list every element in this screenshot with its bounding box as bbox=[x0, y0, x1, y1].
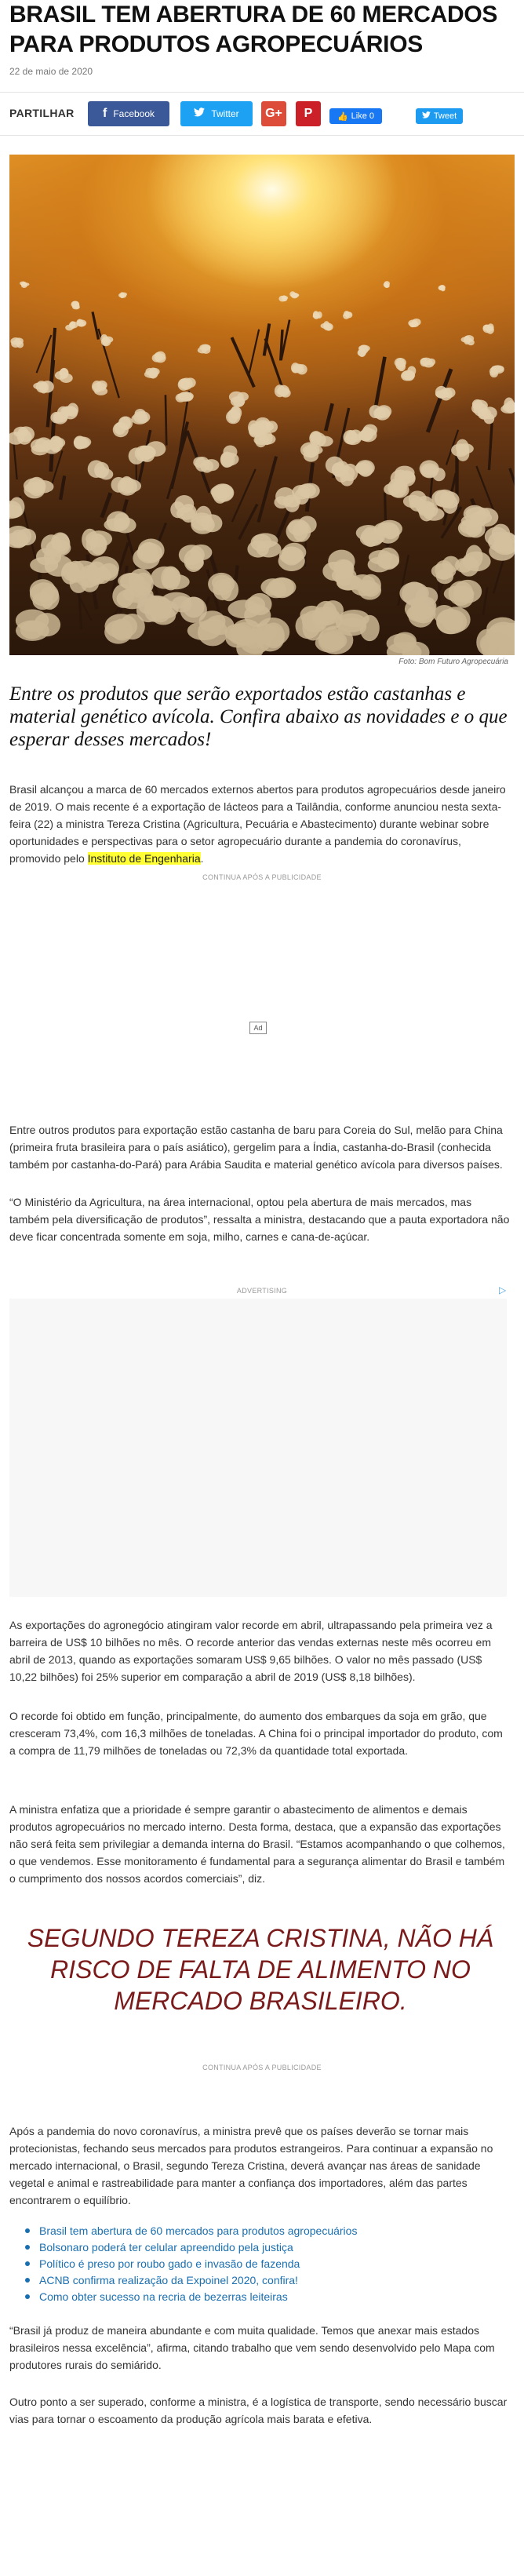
cotton-boll-lobe bbox=[316, 435, 333, 446]
cotton-stem bbox=[232, 337, 254, 387]
cotton-boll-lobe bbox=[451, 443, 469, 457]
cotton-boll-lobe bbox=[274, 496, 289, 508]
cotton-boll-lobe bbox=[21, 282, 27, 286]
ad-badge[interactable]: Ad bbox=[249, 1022, 267, 1034]
cotton-boll bbox=[408, 319, 420, 327]
cotton-boll bbox=[16, 610, 60, 641]
cotton-boll bbox=[311, 600, 344, 630]
cotton-boll bbox=[322, 550, 355, 581]
cotton-boll-lobe bbox=[328, 550, 355, 574]
cotton-boll-lobe bbox=[163, 567, 180, 588]
cotton-boll bbox=[350, 574, 381, 600]
cotton-boll bbox=[433, 605, 470, 634]
cotton-boll bbox=[229, 392, 249, 407]
cotton-boll bbox=[118, 292, 127, 298]
cotton-boll-lobe bbox=[10, 530, 27, 548]
photo-caption: Foto: Bom Futuro Agropecuária bbox=[398, 658, 508, 666]
cotton-boll-lobe bbox=[396, 358, 405, 366]
cotton-boll-lobe bbox=[31, 444, 49, 455]
paragraph-3: “O Ministério da Agricultura, na área internacional, optou pela abertura de mais mercados, mas também pela diversificação de produtos”, ressalta a ministra, destacando que a pauta exportadora não deve ficar concentrada somente em soja, milho, carnes e cana-de-açúcar. bbox=[9, 1196, 510, 1243]
cotton-boll-lobe bbox=[179, 545, 205, 565]
cotton-boll-lobe bbox=[384, 283, 388, 288]
cotton-boll bbox=[65, 321, 78, 330]
cotton-boll bbox=[74, 435, 91, 449]
cotton-boll bbox=[395, 358, 406, 371]
cotton-boll-lobe bbox=[292, 366, 304, 373]
cotton-boll bbox=[458, 515, 487, 538]
cotton-boll bbox=[289, 291, 299, 298]
cotton-boll bbox=[9, 497, 24, 519]
cotton-boll-lobe bbox=[145, 368, 153, 376]
cotton-stem bbox=[510, 468, 515, 519]
cotton-boll-lobe bbox=[175, 495, 195, 513]
cotton-boll bbox=[278, 543, 307, 571]
tweet-label: Tweet bbox=[433, 111, 457, 121]
cotton-boll bbox=[151, 566, 189, 590]
cotton-boll-lobe bbox=[442, 495, 458, 514]
like-count-label: Like 0 bbox=[351, 111, 375, 121]
cotton-boll-lobe bbox=[111, 618, 133, 640]
related-link[interactable]: Como obter sucesso na recria de bezerras leiteiras bbox=[24, 2289, 510, 2305]
paragraph-4: As exportações do agronegócio atingiram valor recorde em abril, ultrapassando pela primeira vez a barreira de US$ 10 bilhões no mês. O recorde anterior das vendas externas neste mês ocorreu em abril de 2013, quando as exportações somaram US$ 9,65 bilhões. O valor no mês passado (US$ 10,22 bilhões) foi 25% superior em comparação a abril de 2019 (US$ 8,18 bilhões). bbox=[9, 1619, 493, 1683]
share-bar bbox=[0, 92, 524, 136]
cotton-boll bbox=[384, 281, 390, 288]
cotton-boll-lobe bbox=[215, 484, 234, 501]
cotton-bolls-illustration bbox=[9, 155, 515, 655]
ad-continue-label-1: CONTINUA APÓS A PUBLICIDADE bbox=[202, 873, 322, 881]
cotton-boll bbox=[444, 580, 482, 608]
facebook-like-button[interactable] bbox=[329, 108, 382, 124]
cotton-boll bbox=[455, 545, 491, 576]
cotton-boll-lobe bbox=[313, 311, 318, 318]
cotton-boll-lobe bbox=[249, 424, 260, 438]
googleplus-share-button[interactable] bbox=[261, 101, 286, 126]
cotton-boll bbox=[33, 381, 54, 393]
article-title: BRASIL TEM ABERTURA DE 60 MERCADOS PARA PRODUTOS AGROPECUÁRIOS bbox=[9, 2, 498, 57]
cotton-boll bbox=[176, 392, 194, 403]
cotton-boll bbox=[403, 490, 434, 514]
article-date: 22 de maio de 2020 bbox=[9, 66, 93, 77]
cotton-boll-lobe bbox=[504, 398, 514, 410]
cotton-stem bbox=[258, 457, 276, 523]
cotton-boll-lobe bbox=[187, 621, 221, 640]
cotton-boll-lobe bbox=[212, 575, 232, 591]
cotton-boll-lobe bbox=[392, 479, 406, 494]
cotton-boll bbox=[198, 344, 211, 354]
cotton-boll-lobe bbox=[69, 322, 75, 328]
cotton-boll bbox=[343, 430, 362, 446]
cotton-stem bbox=[239, 505, 257, 540]
cotton-boll-lobe bbox=[140, 542, 158, 559]
cotton-boll bbox=[343, 311, 352, 319]
cotton-boll-lobe bbox=[358, 344, 368, 354]
cotton-boll bbox=[461, 335, 475, 345]
cotton-boll-lobe bbox=[228, 625, 251, 644]
cotton-boll-lobe bbox=[288, 519, 308, 535]
cotton-boll-lobe bbox=[176, 393, 186, 402]
paragraph-1-text: Brasil alcançou a marca de 60 mercados externos abertos para produtos agropecuários desde janeiro de 2019. O mais recente é a exportação de lácteos para a Tailândia, conforme anunciou nesta sexta-feira (22) a ministra Tereza Cristina (Agricultura, Pecuária e Abastecimento) durante webinar sobre oportunidades e perspectivas para o setor agropecuário durante a pandemia do coronavírus, promovido pelo bbox=[9, 783, 506, 865]
facebook-icon: f bbox=[102, 107, 107, 120]
cotton-boll-lobe bbox=[435, 560, 453, 580]
cotton-boll-lobe bbox=[118, 477, 137, 495]
cotton-boll bbox=[179, 545, 213, 572]
paragraph-1 bbox=[9, 781, 511, 867]
cotton-boll-lobe bbox=[247, 541, 268, 558]
cotton-stem bbox=[249, 330, 259, 376]
cotton-boll-lobe bbox=[191, 512, 213, 530]
cotton-boll bbox=[420, 358, 436, 368]
ad-continue-label-2: CONTINUA APÓS A PUBLICIDADE bbox=[202, 2064, 322, 2071]
article-lead: Entre os produtos que serão exportados estão castanhas e material genético avícola. Confira abaixo as novidades e o que esperar desses mercados! bbox=[9, 683, 508, 750]
twitter-share-label: Twitter bbox=[211, 108, 239, 119]
cotton-boll bbox=[278, 295, 288, 301]
cotton-boll-lobe bbox=[487, 323, 493, 331]
cotton-boll bbox=[226, 406, 242, 424]
cotton-boll bbox=[292, 483, 320, 505]
cotton-boll bbox=[100, 334, 113, 346]
cotton-boll bbox=[10, 337, 24, 348]
cotton-boll-lobe bbox=[409, 497, 425, 512]
cotton-boll-lobe bbox=[40, 586, 60, 610]
cotton-boll bbox=[104, 511, 136, 533]
cotton-boll bbox=[20, 281, 29, 288]
paragraph-5: O recorde foi obtido em função, principalmente, do aumento dos embarques da soja em grão, que cresceram 73,4%, com 16,3 milhões de toneladas. A China foi o principal importador do produto, com a compra de 11,79 milhões de toneladas ou 72,3% da quantidade total exportada. bbox=[9, 1710, 503, 1757]
cotton-boll-lobe bbox=[335, 461, 349, 476]
cotton-boll-lobe bbox=[72, 305, 80, 310]
advertisement-box[interactable] bbox=[9, 1299, 507, 1597]
cotton-boll-lobe bbox=[90, 534, 107, 555]
cotton-boll bbox=[55, 368, 73, 383]
share-label: PARTILHAR bbox=[9, 107, 75, 119]
facebook-share-button[interactable] bbox=[88, 101, 169, 126]
cotton-boll-lobe bbox=[439, 285, 446, 290]
cotton-boll-lobe bbox=[484, 414, 495, 424]
cotton-boll bbox=[313, 311, 322, 319]
cotton-boll bbox=[92, 381, 107, 395]
cotton-boll bbox=[482, 323, 493, 333]
cotton-boll-lobe bbox=[129, 447, 145, 464]
cotton-stem bbox=[476, 466, 493, 510]
cotton-boll-lobe bbox=[278, 385, 289, 396]
cotton-boll-lobe bbox=[432, 468, 445, 481]
cotton-boll bbox=[326, 457, 349, 477]
cotton-boll-lobe bbox=[33, 480, 54, 493]
cotton-boll bbox=[208, 573, 238, 601]
cotton-boll-lobe bbox=[382, 523, 398, 539]
cotton-boll bbox=[178, 377, 196, 390]
tweet-button[interactable] bbox=[416, 108, 463, 124]
cotton-boll-lobe bbox=[100, 563, 118, 581]
related-link[interactable]: Político é preso por roubo gado e invasão de fazenda bbox=[24, 2256, 510, 2272]
cotton-boll-lobe bbox=[104, 337, 113, 343]
cotton-boll-lobe bbox=[172, 596, 192, 613]
cotton-boll-lobe bbox=[376, 405, 391, 417]
cotton-boll bbox=[9, 426, 35, 444]
cotton-boll-lobe bbox=[231, 396, 245, 406]
cotton-boll-lobe bbox=[363, 424, 377, 436]
advertising-label: ADVERTISING bbox=[236, 1287, 288, 1295]
cotton-boll-lobe bbox=[399, 582, 428, 605]
cotton-boll-lobe bbox=[443, 388, 456, 398]
cotton-boll-lobe bbox=[155, 353, 166, 363]
related-link[interactable]: Bolsonaro poderá ter celular apreendido pela justiça bbox=[24, 2239, 510, 2256]
cotton-boll-lobe bbox=[428, 359, 435, 366]
cotton-boll-lobe bbox=[39, 381, 49, 393]
cotton-stem bbox=[172, 422, 187, 489]
instituto-engenharia-link[interactable]: Instituto de Engenharia bbox=[87, 852, 201, 865]
cotton-boll-lobe bbox=[351, 580, 378, 596]
cotton-boll-lobe bbox=[291, 293, 298, 299]
cotton-boll bbox=[193, 457, 219, 473]
cotton-boll-lobe bbox=[407, 366, 416, 375]
cotton-stem bbox=[326, 403, 332, 431]
cotton-boll-lobe bbox=[54, 412, 68, 422]
cotton-boll-lobe bbox=[323, 321, 329, 329]
cotton-stem bbox=[37, 335, 52, 373]
cotton-boll-lobe bbox=[88, 460, 105, 478]
cotton-boll-lobe bbox=[74, 435, 86, 449]
cotton-boll-lobe bbox=[346, 430, 357, 443]
cotton-boll-lobe bbox=[282, 296, 288, 300]
cotton-stem bbox=[102, 493, 111, 517]
cotton-boll bbox=[113, 416, 133, 437]
cotton-boll bbox=[50, 406, 69, 424]
cotton-boll-lobe bbox=[455, 558, 473, 573]
cotton-boll-lobe bbox=[468, 339, 475, 345]
cotton-boll bbox=[144, 368, 160, 379]
cotton-boll bbox=[275, 384, 291, 397]
cotton-boll-lobe bbox=[10, 337, 20, 345]
paragraph-6: A ministra enfatiza que a prioridade é sempre garantir o abastecimento de alimentos e demais produtos agropecuários no mercado interno. Desta forma, destaca, que a expansão das exportações não será feita sem privilegiar a demanda interna do Brasil. “Estamos acompanhando o que colhemos, o que vendemos. Esse monitoramento é fundamental para a segurança alimentar do Brasil e também o cumprimento dos nossos acordos comerciais”, diz. bbox=[9, 1803, 505, 1885]
cotton-boll bbox=[471, 399, 488, 417]
cotton-stem bbox=[281, 330, 282, 360]
cotton-boll-lobe bbox=[201, 344, 210, 351]
related-link[interactable]: ACNB confirma realização da Expoinel 2020, confira! bbox=[24, 2272, 510, 2289]
cotton-boll-lobe bbox=[94, 387, 107, 395]
cotton-boll bbox=[210, 483, 234, 504]
cotton-boll-lobe bbox=[377, 553, 399, 569]
cotton-boll-lobe bbox=[461, 515, 487, 528]
thumbs-up-icon: 👍 bbox=[337, 111, 348, 122]
twitter-bird-small-icon bbox=[422, 111, 431, 121]
cotton-stem bbox=[368, 642, 373, 655]
cotton-boll-lobe bbox=[200, 460, 213, 473]
cotton-stem bbox=[483, 588, 487, 615]
cotton-stem bbox=[489, 423, 492, 470]
cotton-boll bbox=[88, 460, 114, 479]
cotton-boll-lobe bbox=[66, 561, 86, 583]
cotton-stem bbox=[93, 312, 98, 339]
related-links-list bbox=[24, 2223, 510, 2305]
cotton-boll-lobe bbox=[355, 462, 369, 474]
hero-photo-cotton-field bbox=[9, 155, 515, 655]
cotton-boll bbox=[387, 632, 430, 655]
cotton-boll bbox=[129, 446, 156, 465]
facebook-share-label: Facebook bbox=[113, 108, 155, 119]
cotton-boll-lobe bbox=[107, 511, 130, 531]
cotton-boll bbox=[291, 363, 307, 374]
googleplus-icon: G+ bbox=[265, 107, 282, 120]
cotton-boll bbox=[368, 548, 399, 573]
pinterest-share-button[interactable] bbox=[296, 101, 321, 126]
cotton-boll-lobe bbox=[118, 293, 125, 297]
cotton-boll bbox=[30, 579, 60, 610]
cotton-boll bbox=[431, 556, 460, 585]
cotton-boll-lobe bbox=[344, 311, 349, 316]
cotton-boll-lobe bbox=[135, 409, 146, 418]
cotton-boll-lobe bbox=[279, 547, 304, 564]
adchoices-icon[interactable]: ▷ bbox=[499, 1284, 507, 1295]
cotton-boll-lobe bbox=[60, 369, 68, 377]
cotton-boll bbox=[24, 477, 54, 499]
cotton-boll bbox=[82, 529, 112, 556]
paragraph-2: Entre outros produtos para exportação estão castanha de baru para Coreia do Sul, melão para China (primeira fruta brasileira para o país asiático), gergelim para a Índia, castanha-do-Brasil (conhecida também por castanha-do-Pará) para Arábia Saudita e material genético avícola para diversos países. bbox=[9, 1124, 503, 1171]
cotton-boll bbox=[131, 409, 150, 424]
cotton-boll-lobe bbox=[491, 366, 504, 374]
twitter-share-button[interactable] bbox=[180, 101, 253, 126]
cotton-boll-lobe bbox=[231, 406, 241, 419]
cotton-stem bbox=[428, 369, 451, 432]
cotton-boll-lobe bbox=[78, 321, 86, 326]
cotton-boll-lobe bbox=[476, 629, 497, 655]
cotton-boll bbox=[71, 301, 79, 309]
cotton-boll bbox=[286, 516, 317, 542]
cotton-boll bbox=[369, 405, 392, 421]
cotton-boll bbox=[320, 321, 333, 330]
cotton-boll bbox=[86, 556, 119, 585]
cotton-boll-lobe bbox=[13, 427, 28, 438]
cotton-boll-lobe bbox=[322, 600, 344, 620]
cotton-boll bbox=[358, 344, 370, 357]
cotton-boll-lobe bbox=[115, 422, 126, 435]
cotton-boll-lobe bbox=[442, 607, 471, 632]
cotton-boll-lobe bbox=[339, 610, 369, 627]
cotton-boll-lobe bbox=[263, 622, 285, 648]
cotton-boll-lobe bbox=[227, 599, 260, 618]
pull-quote: SEGUNDO TEREZA CRISTINA, NÃO HÁ RISCO DE FALTA DE ALIMENTO NO MERCADO BRASILEIRO. bbox=[27, 1924, 494, 2015]
cotton-boll-lobe bbox=[137, 593, 158, 614]
cotton-boll bbox=[489, 365, 504, 377]
cotton-boll bbox=[152, 352, 166, 363]
cotton-boll-lobe bbox=[420, 358, 429, 366]
cotton-boll-lobe bbox=[220, 452, 233, 468]
paragraph-8: “Brasil já produz de maneira abundante e com muita qualidade. Temos que anexar mais estados brasileiros nessa excelência”, afirma, citando trabalho que vem sendo desenvolvido pelo Mapa com produtores rurais do semiárido. bbox=[9, 2324, 495, 2371]
cotton-boll bbox=[500, 398, 515, 414]
cotton-boll bbox=[104, 614, 145, 644]
cotton-boll-lobe bbox=[408, 319, 417, 326]
cotton-boll-lobe bbox=[449, 581, 474, 606]
paragraph-1-end: . bbox=[200, 852, 204, 865]
cotton-stem bbox=[60, 475, 64, 500]
twitter-bird-icon bbox=[194, 107, 205, 121]
cotton-boll bbox=[438, 285, 445, 291]
cotton-boll bbox=[355, 460, 375, 477]
cotton-boll bbox=[247, 533, 281, 557]
cotton-boll bbox=[220, 446, 239, 468]
cotton-boll bbox=[133, 538, 164, 569]
paragraph-7: Após a pandemia do novo coronavírus, a ministra prevê que os países deverão se tornar mais protecionistas, fechando seus mercados para produtos estrangeiros. Para continuar a expansão no mercado internacional, o Brasil, segundo Tereza Cristina, deverá avançar nas áreas de sanidade vegetal e animal e rastreabilidade para manter a confiança dos importadores, além das partes encontrarem o equilíbrio. bbox=[9, 2125, 493, 2206]
cotton-boll-lobe bbox=[294, 488, 309, 505]
cotton-boll-lobe bbox=[34, 613, 60, 636]
related-link[interactable]: Brasil tem abertura de 60 mercados para produtos agropecuários bbox=[24, 2223, 510, 2239]
paragraph-9: Outro ponto a ser superado, conforme a ministra, é a logística de transporte, sendo necessário buscar vias para tornar o escoamento da produção agrícola mais barata e efetiva. bbox=[9, 2396, 508, 2425]
cotton-boll-lobe bbox=[472, 399, 482, 410]
pinterest-icon: P bbox=[304, 107, 313, 120]
cotton-boll-lobe bbox=[394, 632, 417, 650]
cotton-boll-lobe bbox=[180, 378, 193, 390]
cotton-boll-lobe bbox=[267, 578, 296, 596]
cotton-boll-lobe bbox=[305, 444, 317, 458]
